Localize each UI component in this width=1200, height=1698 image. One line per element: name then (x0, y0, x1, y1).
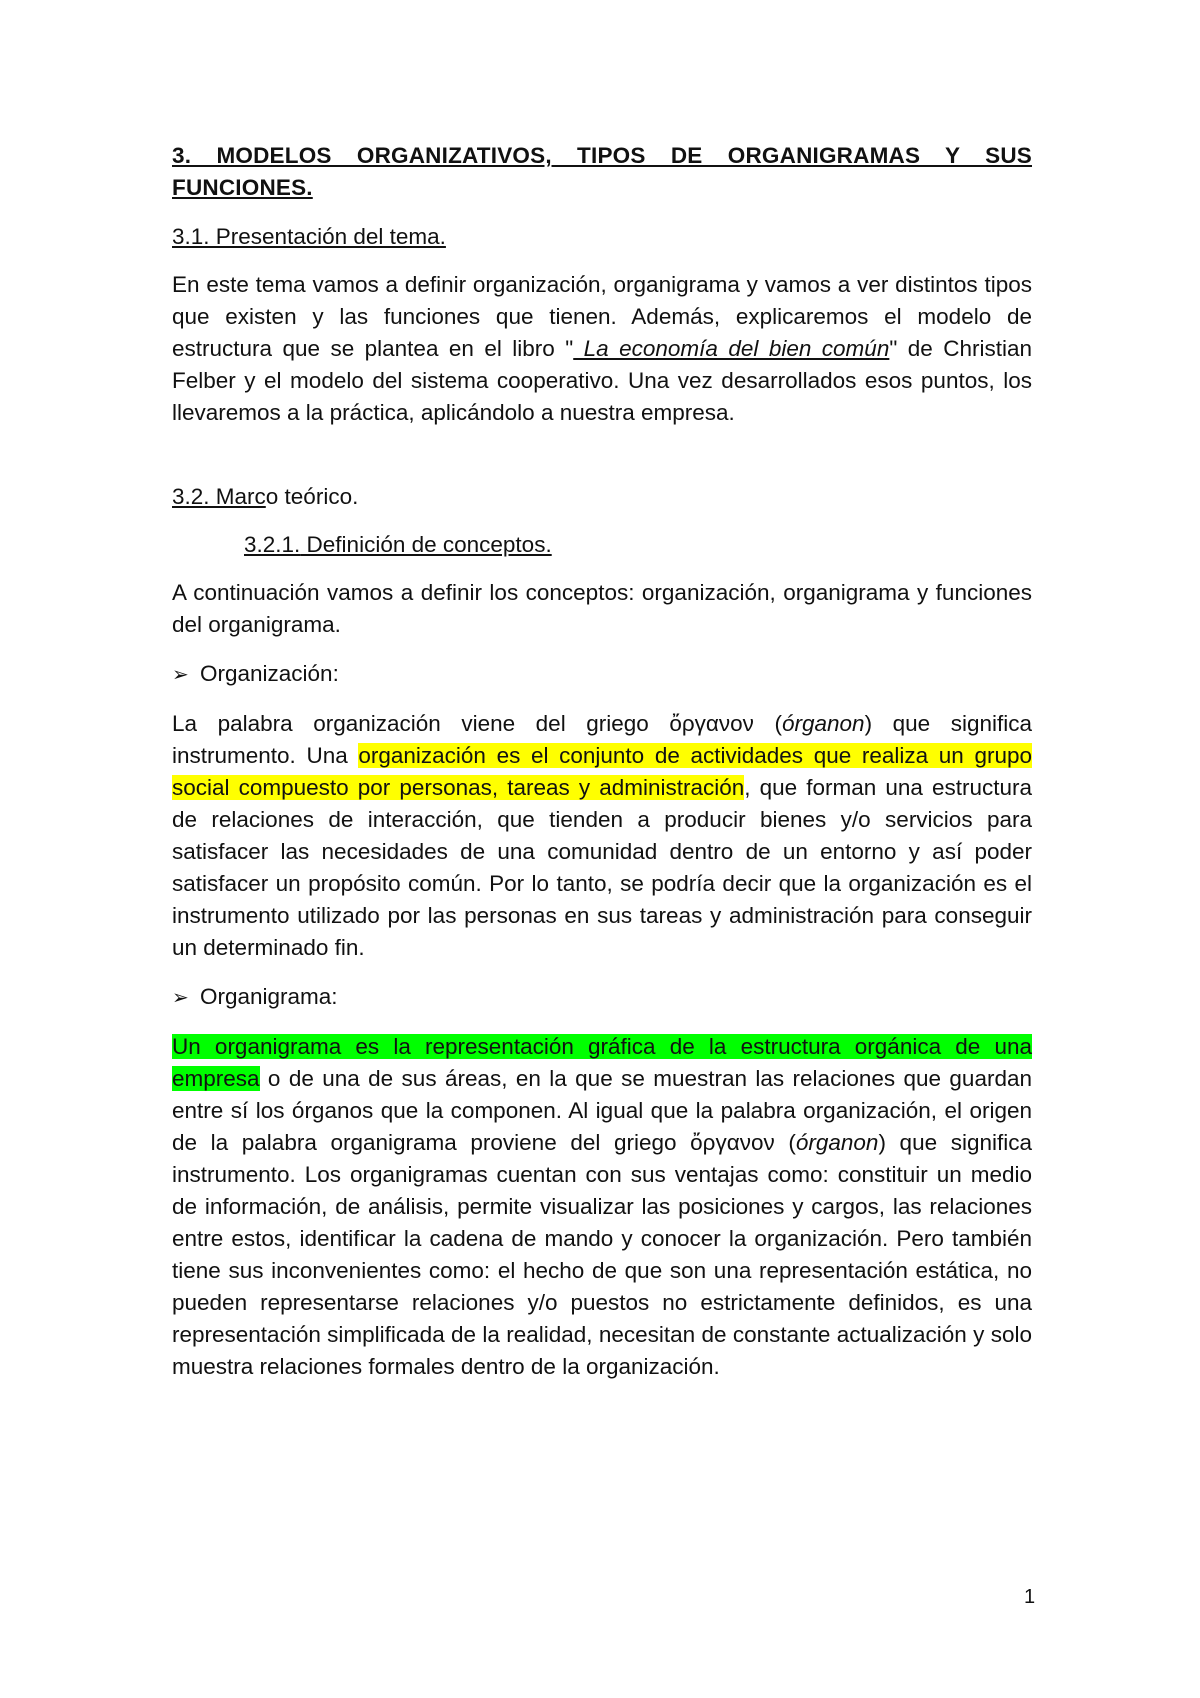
green-highlight: Un organigrama es la representación gráfica de la estructura orgánica de una empresa (172, 1034, 1032, 1091)
subsection-title: Definición de conceptos. (300, 532, 552, 557)
paragraph-text: " de Christian Felber y el modelo del sistema cooperativo. Una vez desarrollados esos puntos, los llevaremos a la práctica, aplicándolo a nuestra empresa. (172, 336, 1033, 425)
chapter-heading: 3. MODELOS ORGANIZATIVOS, TIPOS DE ORGANIGRAMAS Y SUS FUNCIONES. (172, 143, 1032, 200)
section-3-2-title-underlined: 3.2. Marc (172, 484, 266, 509)
concepts-intro: A continuación vamos a definir los conceptos: organización, organigrama y funciones del organigrama. (172, 580, 1032, 637)
italic-term: órganon (781, 711, 865, 736)
section-3-2-title (172, 481, 1032, 513)
bullet-label: Organización: (200, 661, 339, 686)
section-3-1-paragraph (172, 269, 1032, 429)
section-3-2-title-rest: o teórico. (265, 484, 359, 509)
italic-term: órganon (795, 1130, 879, 1155)
paragraph-text: , que forman una estructura de relaciones de interacción, que tienden a producir bienes y/o servicios para satisfacer las necesidades de una comunidad dentro de un entorno y así poder satisfacer un propósito común. Por lo tanto, se podría decir que la organización es el instrumento utilizado por las personas en sus tareas y administración para conseguir un determinado fin. (172, 775, 1032, 960)
section-3-1-title: 3.1. Presentación del tema. (172, 224, 446, 249)
subsection-number: 3.2.1. (244, 532, 301, 557)
subsection-3-2-1-title (244, 529, 1032, 561)
page-number: 1 (1024, 1586, 1036, 1608)
bullet-label: Organigrama: (200, 984, 338, 1009)
bullet-organizacion (172, 658, 1032, 691)
paragraph-text: En este tema vamos a definir organización, organigrama y vamos a ver distintos tipos que existen y las funciones que tienen. Además, explicaremos el modelo de estructura que se plantea en el libro " (172, 272, 1032, 361)
book-title: La economía del bien común (573, 336, 890, 361)
paragraph-text: ) que significa instrumento. Los organigramas cuentan con sus ventajas como: constituir un medio de información, de análisis, permite visualizar las posiciones y cargos, las relaciones entre estos, identificar la cadena de mando y conocer la organización. Pero también tiene sus inconvenientes como: el hecho de que son una representación estática, no pueden representarse relaciones y/o puestos no estrictamente definidos, es una representación simplificada de la realidad, necesitan de constante actualización y solo muestra relaciones formales dentro de la organización. (172, 1130, 1033, 1379)
arrow-bullet-icon: ➢ (172, 987, 189, 1009)
arrow-bullet-icon: ➢ (172, 664, 189, 686)
paragraph-text: o de una de sus áreas, en la que se muestran las relaciones que guardan entre sí los órganos que la componen. Al igual que la palabra organización, el origen de la palabra organigrama proviene del griego ὄργανον ( (172, 1066, 1032, 1155)
paragraph-text: ) que significa instrumento. Una (172, 711, 1032, 768)
yellow-highlight: organización es el conjunto de actividades que realiza un grupo social compuesto por personas, tareas y administración (172, 743, 1032, 800)
document-body (172, 140, 1032, 1383)
bullet-organigrama (172, 981, 1032, 1014)
organigrama-paragraph (172, 1031, 1032, 1383)
paragraph-text: La palabra organización viene del griego ὄργανον ( (172, 711, 782, 736)
organizacion-paragraph (172, 708, 1032, 964)
